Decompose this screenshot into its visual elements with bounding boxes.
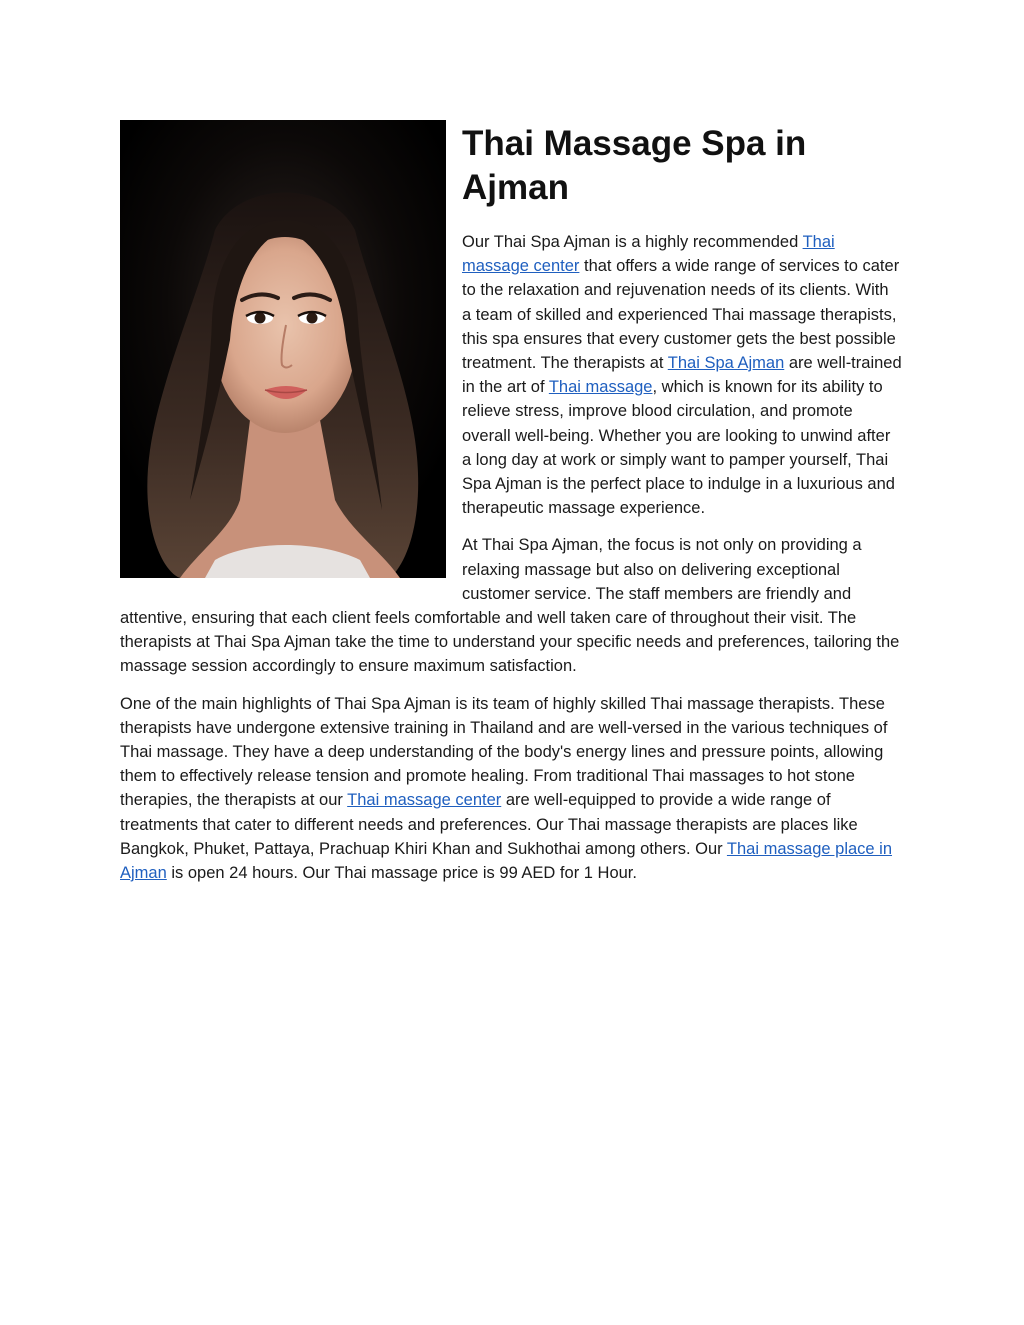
link-thai-massage[interactable]: Thai massage: [548, 378, 653, 397]
paragraph-highlights: [120, 692, 902, 886]
link-thai-massage-place-ajman[interactable]: Thai massage place in Ajman: [120, 839, 893, 883]
text-segment: are well-equipped to provide a wide range of treatments that cater to different needs and preferences. Our Thai massage therapists are places like Bangkok, Phuket, Pattaya, Prachuap Khiri Khan and Sukhothai among others. Our: [120, 791, 858, 858]
page-title: Thai Massage Spa in Ajman: [462, 124, 807, 207]
link-thai-spa-ajman[interactable]: Thai Spa Ajman: [667, 354, 785, 373]
link-thai-massage-center[interactable]: Thai massage center: [462, 233, 835, 276]
text-segment: Our Thai Spa Ajman is a highly recommended: [462, 233, 803, 251]
link-thai-massage-center-2[interactable]: Thai massage center: [347, 791, 502, 810]
text-segment: are well-trained in the art of: [462, 354, 902, 397]
article: [120, 120, 902, 898]
text-segment: One of the main highlights of Thai Spa Ajman is its team of highly skilled Thai massage therapists. These therapists have undergone extensive training in Thailand and are well-versed in the various techniques of Thai massage. They have a deep understanding of the body's energy lines and pressure points, allowing them to effectively release tension and promote healing. From traditional Thai massages to hot stone therapies, the therapists at our: [120, 694, 888, 810]
text-segment: that offers a wide range of services to cater to the relaxation and rejuvenation needs of its clients. With a team of skilled and experienced Thai massage therapists, this spa ensures that every customer gets the best possible treatment. The therapists at: [462, 257, 900, 373]
paragraph-service: At Thai Spa Ajman, the focus is not only on providing a relaxing massage but also on delivering exceptional customer service. The staff members are friendly and attentive, ensuring that each client feels comfortable and well taken care of throughout their visit. The therapists at Thai Spa Ajman take the time to understand your specific needs and preferences, tailoring the massage session accordingly to ensure maximum satisfaction.: [120, 536, 900, 676]
portrait-image: [120, 120, 446, 578]
text-segment: is open 24 hours. Our Thai massage price is 99 AED for 1 Hour.: [166, 864, 637, 883]
text-segment: , which is known for its ability to relieve stress, improve blood circulation, and promote overall well-being. Whether you are looking to unwind after a long day at work or simply want to pamper yourself, Thai Spa Ajman is the perfect place to indulge in a luxurious and therapeutic massage experience.: [462, 378, 895, 518]
